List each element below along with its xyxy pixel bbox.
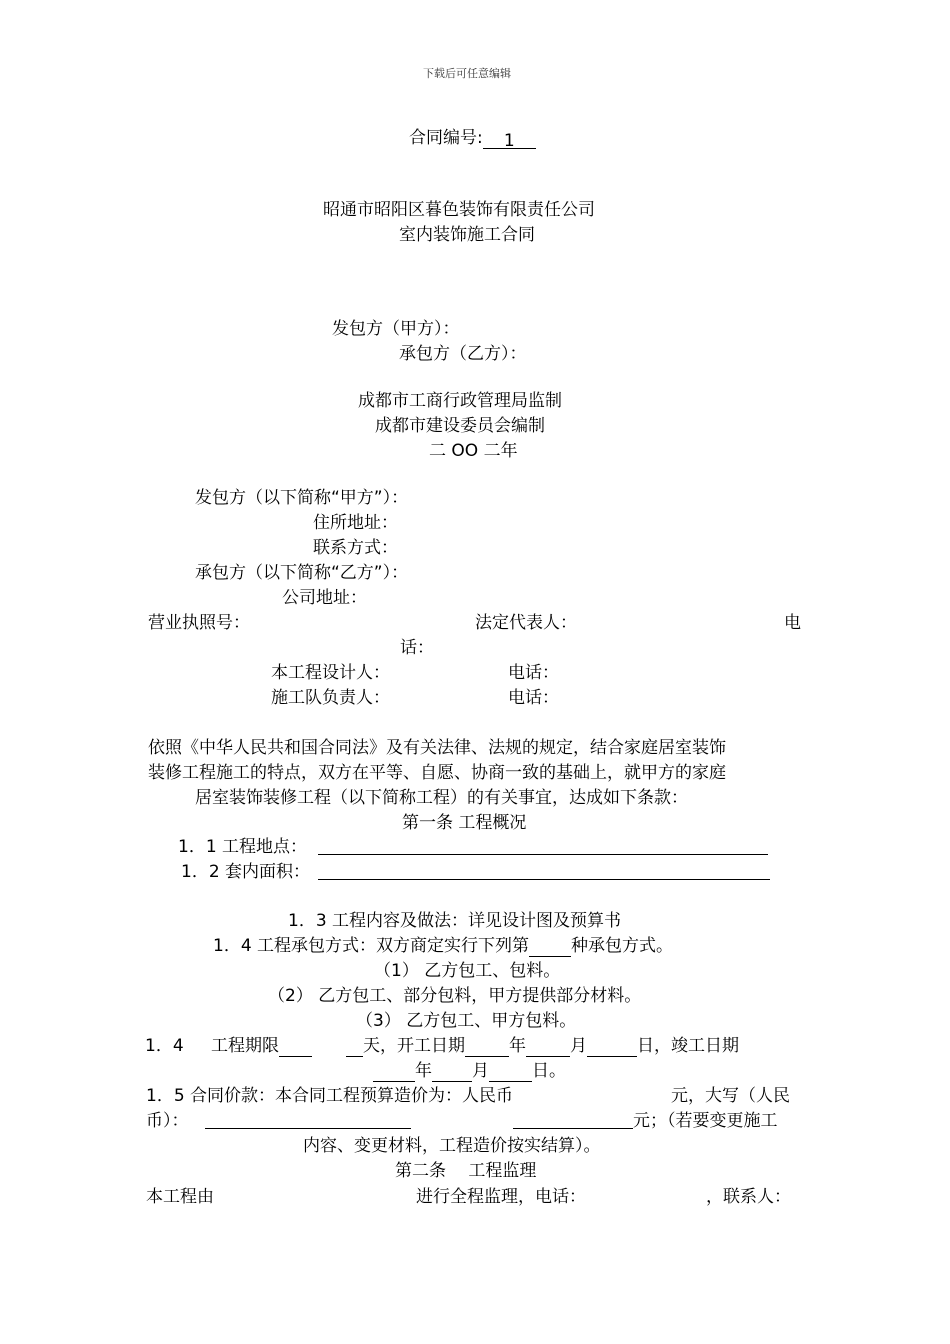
period-text-g: 月 <box>472 1061 489 1081</box>
end-day-blank <box>489 1063 532 1082</box>
intro-line-2: 装修工程施工的特点，双方在平等、自愿、协商一致的基础上，就甲方的家庭 <box>148 763 726 783</box>
period-text-b: 天，开工日期 <box>363 1036 465 1056</box>
price-text-b: 元，大写（人民 <box>671 1086 790 1106</box>
party-a-address: 住所地址： <box>313 513 398 533</box>
intro-line-3: 居室装饰装修工程（以下简称工程）的有关事宜，达成如下条款： <box>195 788 688 808</box>
document-title: 室内装饰施工合同 <box>399 225 535 245</box>
cover-party-a: 发包方（甲方）： <box>332 319 460 339</box>
price-text-c: 币）： <box>146 1111 189 1131</box>
company-name: 昭通市昭阳区暮色装饰有限责任公司 <box>323 200 595 220</box>
phone-label-part1: 电 <box>784 613 801 633</box>
price-text-d: 元；（若要变更施工 <box>633 1111 778 1131</box>
item-1-4-text-a: 1．4 工程承包方式：双方商定实行下列第 <box>213 936 530 956</box>
item-1-2-label: 1．2 套内面积： <box>181 862 311 882</box>
cover-party-b: 承包方（乙方）： <box>399 344 527 364</box>
end-month-blank <box>432 1063 472 1082</box>
supervision-text-c: ，联系人： <box>706 1187 791 1207</box>
period-text-a: 工程期限 <box>211 1036 279 1056</box>
period-text-e: 日，竣工日期 <box>637 1036 739 1056</box>
price-words-blank <box>205 1128 411 1129</box>
period-text-d: 月 <box>570 1036 587 1056</box>
period-blank-1 <box>279 1038 312 1057</box>
period-blank-2 <box>346 1038 363 1057</box>
project-location-blank <box>318 854 768 855</box>
party-b-label: 承包方（以下简称“乙方”）： <box>195 563 409 583</box>
period-text-f: 年 <box>415 1061 432 1081</box>
contract-number-label: 合同编号: <box>409 128 483 148</box>
item-1-4-text-b: 种承包方式。 <box>571 936 674 956</box>
team-leader-label: 施工队负责人： <box>271 688 390 708</box>
completion-date-line <box>373 1060 566 1082</box>
end-year-blank <box>373 1063 415 1082</box>
supervision-text-b: 进行全程监理，电话： <box>416 1187 586 1207</box>
item-1-1-label: 1．1 工程地点： <box>178 837 308 857</box>
party-b-company-address: 公司地址： <box>282 588 367 608</box>
page-header: 下载后可任意编辑 <box>423 67 511 80</box>
start-month-blank <box>526 1038 570 1057</box>
cover-compiler: 成都市建设委员会编制 <box>375 416 545 436</box>
price-text-e: 内容、变更材料，工程造价按实结算）。 <box>303 1136 601 1156</box>
contract-number <box>409 127 536 149</box>
legal-representative: 法定代表人： <box>475 613 577 633</box>
designer-phone: 电话： <box>508 663 559 683</box>
team-leader-phone: 电话： <box>508 688 559 708</box>
project-period-line <box>211 1035 739 1057</box>
supervision-text-a: 本工程由 <box>146 1187 214 1207</box>
option-1: （1） 乙方包工、包料。 <box>374 961 561 981</box>
period-text-c: 年 <box>509 1036 526 1056</box>
article-2-title: 第二条 工程监理 <box>395 1161 537 1181</box>
party-a-label: 发包方（以下简称“甲方”）： <box>195 488 409 508</box>
start-year-blank <box>465 1038 509 1057</box>
intro-line-1: 依照《中华人民共和国合同法》及有关法律、法规的规定，结合家庭居室装饰 <box>148 738 726 758</box>
contract-number-value: 1 <box>483 130 536 149</box>
article-1-title: 第一条 工程概况 <box>402 813 527 833</box>
price-amount-blank <box>513 1128 633 1129</box>
business-license: 营业执照号： <box>148 613 250 633</box>
period-number: 1．4 <box>145 1036 184 1056</box>
cover-year: 二 OO 二年 <box>429 441 518 461</box>
contract-mode-blank <box>529 938 571 957</box>
period-text-h: 日。 <box>532 1061 566 1081</box>
option-3: （3） 乙方包工、甲方包料。 <box>356 1011 577 1031</box>
item-1-4-contract-mode <box>213 935 673 957</box>
option-2: （2） 乙方包工、部分包料，甲方提供部分材料。 <box>268 986 642 1006</box>
floor-area-blank <box>318 879 770 880</box>
phone-label-part2: 话： <box>400 638 434 658</box>
price-text-a: 1．5 合同价款：本合同工程预算造价为：人民币 <box>146 1086 514 1106</box>
start-day-blank <box>587 1038 637 1057</box>
party-a-contact: 联系方式： <box>313 538 398 558</box>
cover-supervisor: 成都市工商行政管理局监制 <box>358 391 562 411</box>
designer-label: 本工程设计人： <box>271 663 390 683</box>
item-1-3: 1．3 工程内容及做法：详见设计图及预算书 <box>288 911 622 931</box>
